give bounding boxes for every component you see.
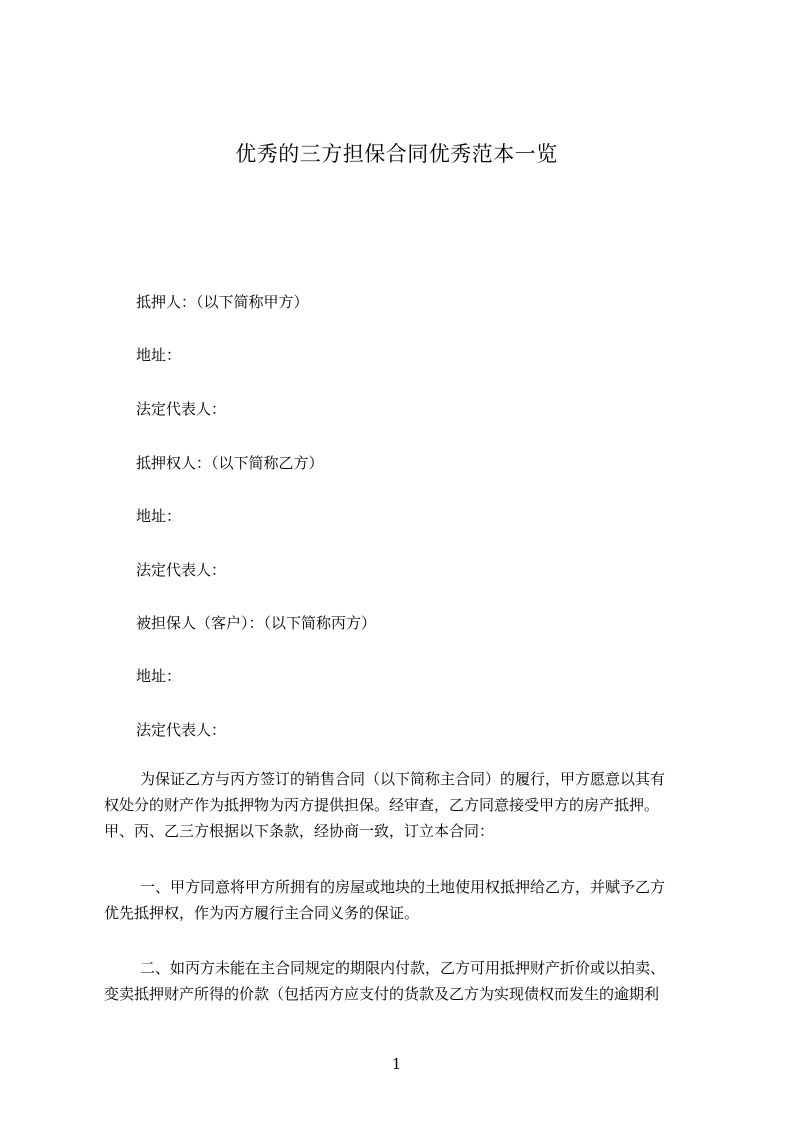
document-title: 优秀的三方担保合同优秀范本一览 (235, 142, 558, 166)
guaranteed-party-line: 被担保人（客户）：（以下简称丙方） (136, 614, 377, 632)
page-number: 1 (391, 1055, 402, 1073)
paragraph-line: 优先抵押权，作为丙方履行主合同义务的保证。 (104, 904, 420, 922)
clause-one-paragraph (104, 874, 704, 926)
paragraph-line: 二、如丙方未能在主合同规定的期限内付款，乙方可用抵押财产折价或以拍卖、 (140, 959, 666, 977)
guaranteed-party-legal-rep-line: 法定代表人： (136, 721, 227, 739)
mortgagee-address-line: 地址： (136, 507, 182, 525)
paragraph-line: 权处分的财产作为抵押物为丙方提供担保。经审查，乙方同意接受甲方的房产抵押。 (104, 796, 660, 814)
mortgagee-legal-rep-line: 法定代表人： (136, 561, 227, 579)
paragraph-line: 甲、丙、乙三方根据以下条款，经协商一致，订立本合同： (104, 822, 495, 840)
clause-two-paragraph (104, 955, 704, 1007)
mortgagor-line: 抵押人：（以下简称甲方） (136, 293, 309, 311)
paragraph-line: 为保证乙方与丙方签订的销售合同（以下简称主合同）的履行，甲方愿意以其有 (140, 770, 666, 788)
preamble-paragraph (104, 766, 704, 844)
paragraph-line: 一、甲方同意将甲方所拥有的房屋或地块的土地使用权抵押给乙方，并赋予乙方 (140, 878, 666, 896)
mortgagor-legal-rep-line: 法定代表人： (136, 400, 227, 418)
mortgagee-line: 抵押权人：（以下简称乙方） (136, 454, 324, 472)
mortgagor-address-line: 地址： (136, 346, 182, 364)
paragraph-line: 变卖抵押财产所得的价款（包括丙方应支付的货款及乙方为实现债权而发生的逾期利 (104, 985, 660, 1003)
guaranteed-party-address-line: 地址： (136, 667, 182, 685)
